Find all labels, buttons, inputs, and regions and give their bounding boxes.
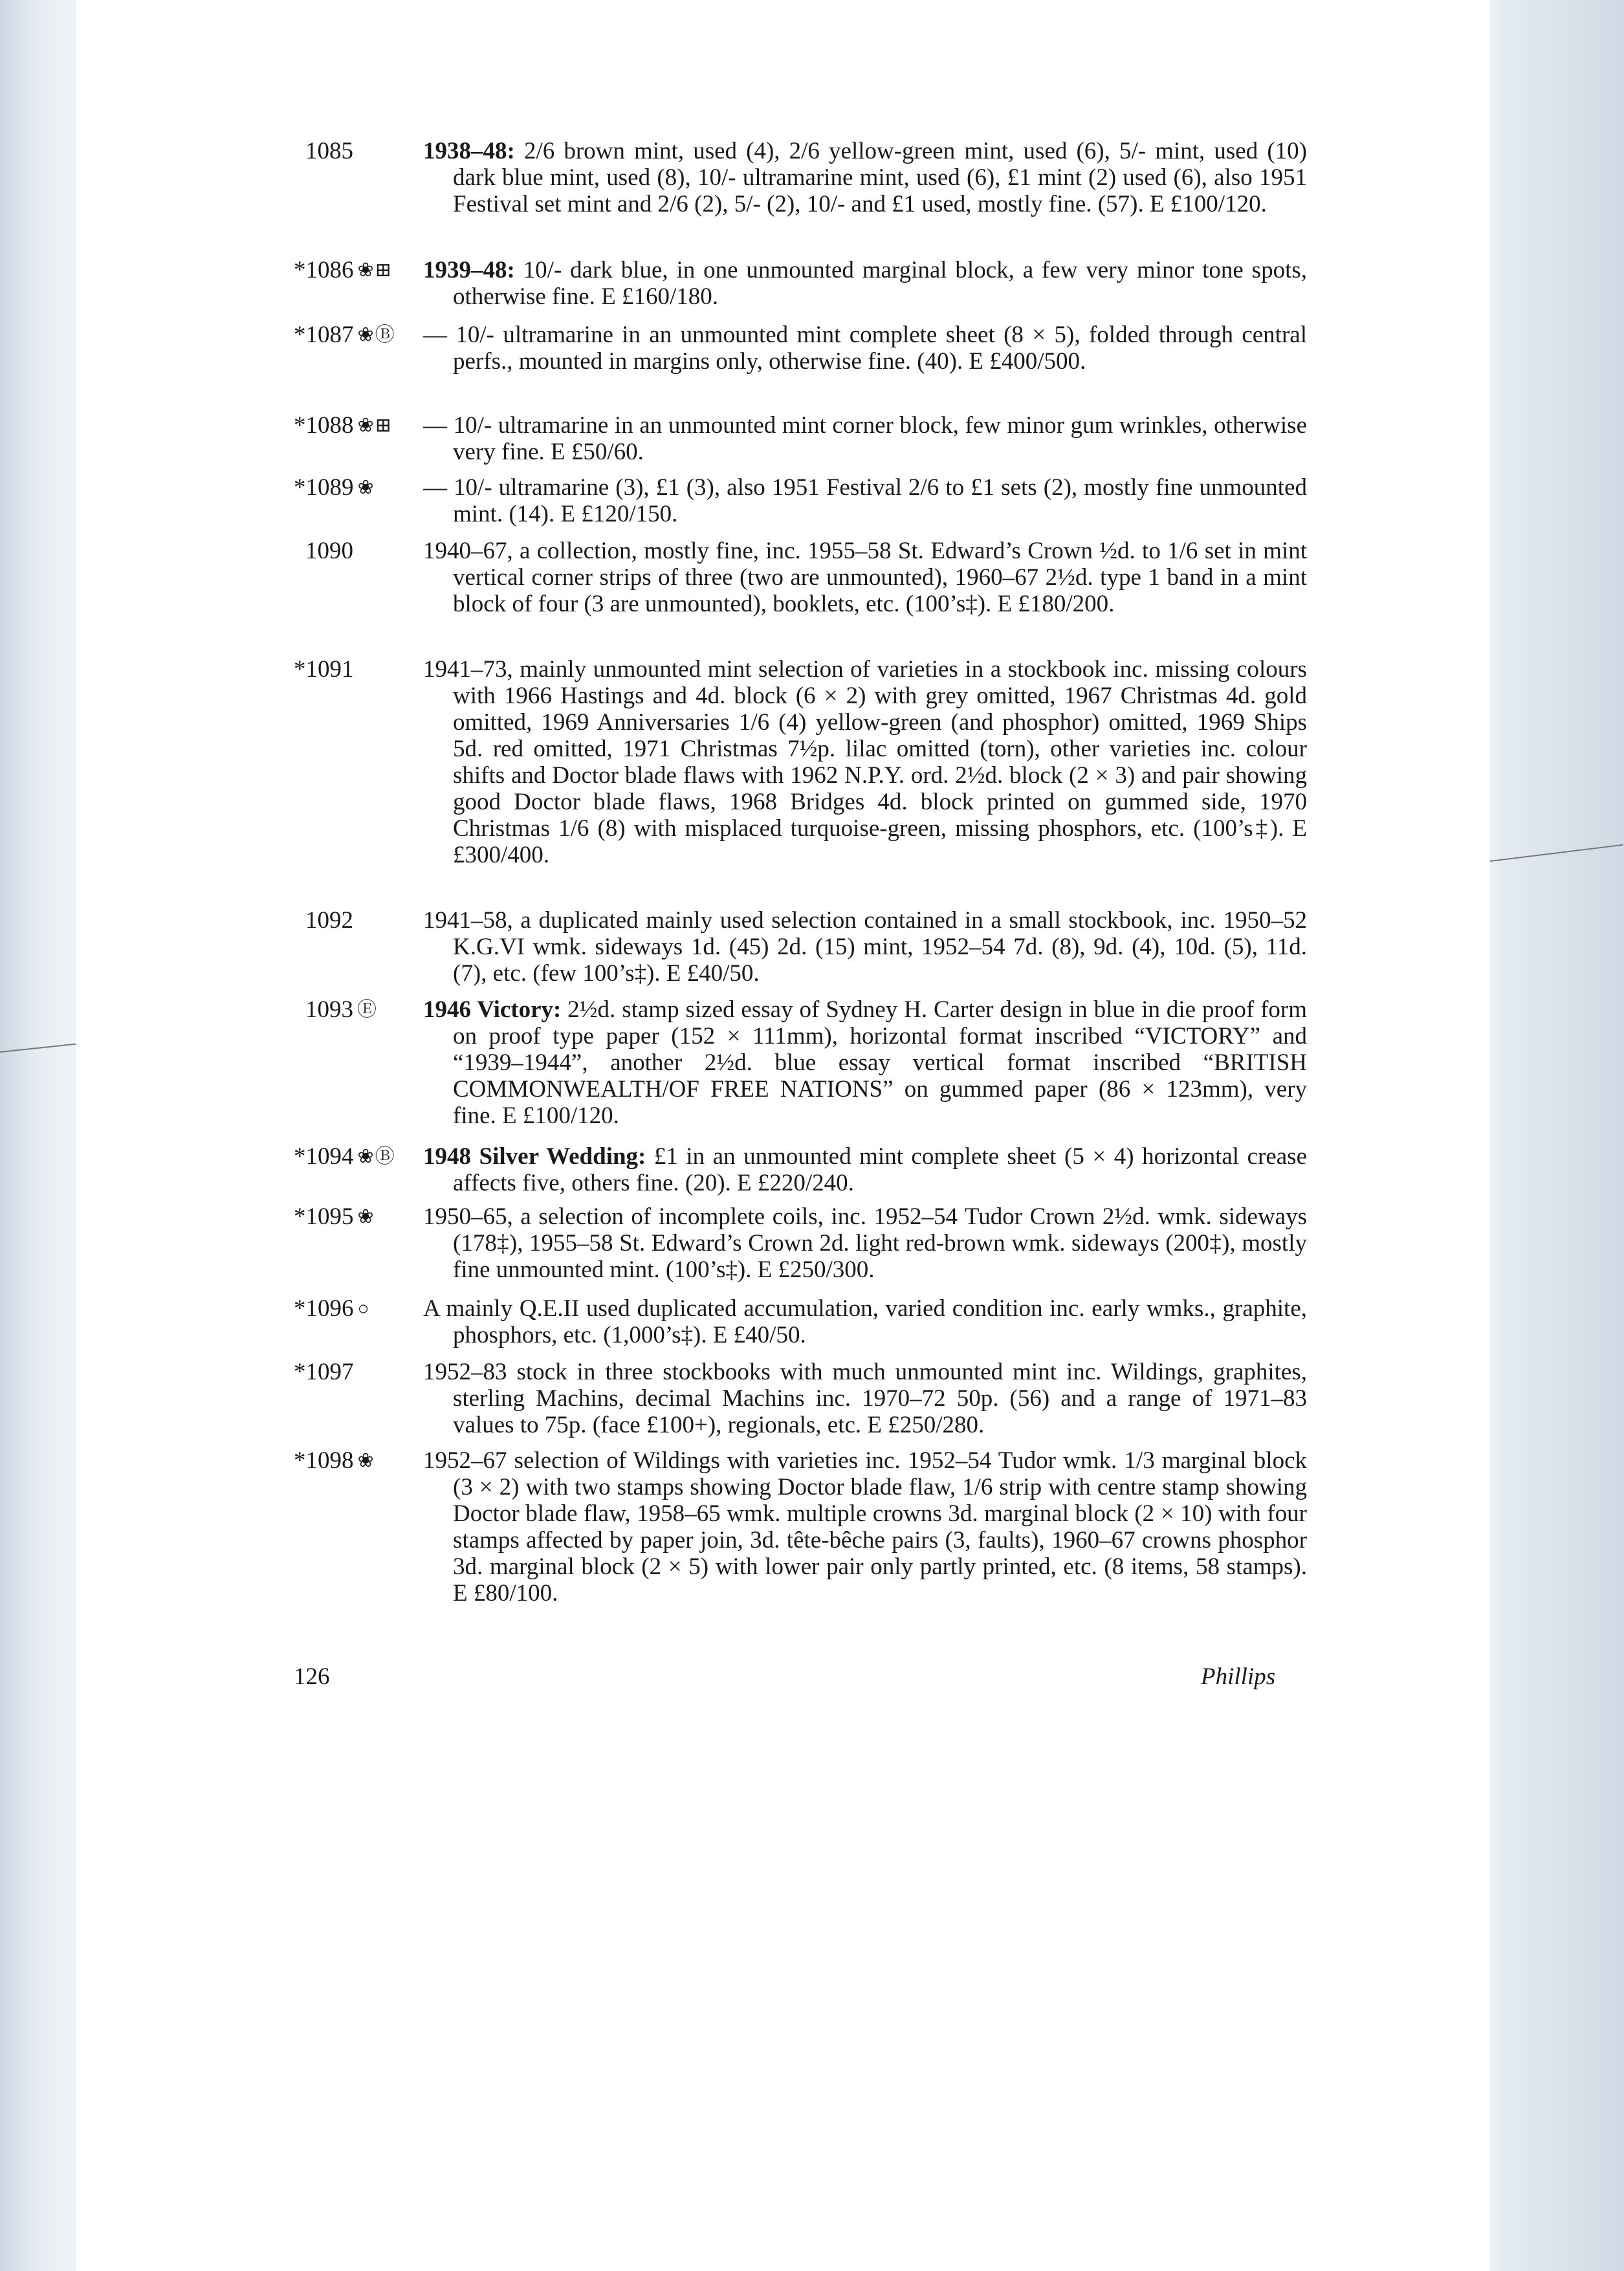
scan-artifact-line [1490,844,1623,862]
lot-number: 1085 [305,138,353,164]
lot-description [423,322,1307,375]
lot-body: — 10/- ultramarine (3), £1 (3), also 1951 Festival 2/6 to £1 sets (2), mostly fine unmounted mint. (14). E £120/150. [423,474,1307,527]
lot-number: *1094 ❀Ⓑ [294,1143,396,1170]
lot-number: 1090 [305,538,353,564]
lot-number: *1089 ❀ [294,474,375,501]
lot-description [423,656,1307,868]
lot-number: *1091 [294,656,354,683]
lot-body: A mainly Q.E.II used duplicated accumulation, varied condition inc. early wmks., graphite, phosphors, etc. (1,000’s‡). E £40/50. [423,1295,1307,1348]
lot-description [423,1359,1307,1438]
lot-number: *1088 ❀⊞ [294,412,393,439]
lot-description [423,257,1307,310]
lot-heading: 1948 Silver Wedding: [423,1143,646,1170]
lot-number: 1093 Ⓔ [305,996,378,1023]
lot-number: 1092 [305,907,353,934]
lot-heading: 1946 Victory: [423,996,562,1023]
lot-heading: 1939–48: [423,257,515,283]
lot-body: — 10/- ultramarine in an unmounted mint corner block, few minor gum wrinkles, otherwise very fine. E £50/60. [423,412,1307,465]
lot-body: 1950–65, a selection of incomplete coils, inc. 1952–54 Tudor Crown 2½d. wmk. sideways (178‡), 1955–58 St. Edward’s Crown 2d. light red-brown wmk. sideways (200‡), mostly fine unmounted mint. (100’s‡). E £250/300. [423,1203,1307,1283]
page-number: 126 [294,1663,330,1690]
lot-description [423,538,1307,617]
lot-body: 1941–58, a duplicated mainly used selection contained in a small stockbook, inc. 1950–52 K.G.VI wmk. sideways 1d. (45) 2d. (15) mint, 1952–54 7d. (8), 9d. (4), 10d. (5), 11d. (7), etc. (few 100’s‡). E £40/50. [423,907,1307,987]
lot-description [423,1447,1307,1607]
lot-description [423,138,1307,217]
lot-number: *1097 [294,1359,354,1385]
lot-symbols: ❀⊞ [357,415,393,436]
lot-body: 2/6 brown mint, used (4), 2/6 yellow-green mint, used (6), 5/- mint, used (10) dark blue mint, used (8), 10/- ultramarine mint, used (6), £1 mint (2) used (6), also 1951 Festival set mint and 2/6 (2), 5/- (2), 10/- and £1 used, mostly fine. (57). E £100/120. [453,138,1307,217]
lot-number: *1087 ❀Ⓑ [294,322,396,348]
lot-symbols: ❀⊞ [357,259,393,281]
lot-number: *1086 ❀⊞ [294,257,393,283]
lot-number: *1096 ○ [294,1295,371,1322]
publisher-name: Phillips [1201,1663,1276,1690]
lot-heading: 1938–48: [423,138,515,164]
lot-body: 1952–83 stock in three stockbooks with much unmounted mint inc. Wildings, graphites, sterling Machins, decimal Machins inc. 1970–72 50p. (56) and a range of 1971–83 values to 75p. (face £100+), regionals, etc. E £250/280. [423,1359,1307,1438]
lot-symbols: ❀Ⓑ [357,324,396,346]
lot-description [423,1143,1307,1196]
lot-symbols: ❀ [357,1450,375,1471]
lot-symbols: ❀ [357,477,375,498]
lot-symbols: ❀Ⓑ [357,1146,396,1167]
lot-symbols: ❀ [357,1206,375,1227]
lot-body: 1941–73, mainly unmounted mint selection of varieties in a stockbook inc. missing colours with 1966 Hastings and 4d. block (6 × 2) with grey omitted, 1967 Christmas 4d. gold omitted, 1969 Anniversaries 1/6 (4) yellow-green (and phosphor) omitted, 1969 Ships 5d. red omitted, 1971 Christmas 7½p. lilac omitted (torn), other varieties inc. colour shifts and Doctor blade flaws with 1962 N.P.Y. ord. 2½d. block (2 × 3) and pair showing good Doctor blade flaws, 1968 Bridges 4d. block printed on gummed side, 1970 Christmas 1/6 (8) with misplaced turquoise-green, missing phosphors, etc. (100’s‡). E £300/400. [423,656,1307,868]
lot-number: *1098 ❀ [294,1447,375,1474]
lot-number: *1095 ❀ [294,1203,375,1230]
lot-body: 1940–67, a collection, mostly fine, inc. 1955–58 St. Edward’s Crown ½d. to 1/6 set in mint vertical corner strips of three (two are unmounted), 1960–67 2½d. type 1 band in a mint block of four (3 are unmounted), booklets, etc. (100’s‡). E £180/200. [423,538,1307,617]
lot-body: — 10/- ultramarine in an unmounted mint complete sheet (8 × 5), folded through central perfs., mounted in margins only, otherwise fine. (40). E £400/500. [423,322,1307,375]
lot-body: £1 in an unmounted mint complete sheet (5 × 4) horizontal crease affects five, others fine. (20). E £220/240. [453,1143,1307,1196]
lot-description [423,1203,1307,1283]
lot-body: 2½d. stamp sized essay of Sydney H. Carter design in blue in die proof form on proof type paper (152 × 111mm), horizontal format inscribed “VICTORY” and “1939–1944”, another 2½d. blue essay vertical format inscribed “BRITISH COMMONWEALTH/OF FREE NATIONS” on gummed paper (86 × 123mm), very fine. E £100/120. [453,996,1307,1129]
lot-symbols: ○ [357,1298,371,1319]
lot-description [423,996,1307,1129]
lot-description [423,1295,1307,1348]
lot-description [423,474,1307,527]
lot-body: 10/- dark blue, in one unmounted marginal block, a few very minor tone spots, otherwise fine. E £160/180. [453,257,1307,310]
lot-description [423,907,1307,987]
lot-description [423,412,1307,465]
scan-artifact-line [0,1044,76,1053]
lot-body: 1952–67 selection of Wildings with varieties inc. 1952–54 Tudor wmk. 1/3 marginal block (3 × 2) with two stamps showing Doctor blade flaw, 1/6 strip with centre stamp showing Doctor blade flaw, 1958–65 wmk. multiple crowns 3d. marginal block (2 × 10) with four stamps affected by paper join, 3d. tête-bêche pairs (3, faults), 1960–67 crowns phosphor 3d. marginal block (2 × 5) with lower pair only partly printed, etc. (8 items, 58 stamps). E £80/100. [423,1447,1307,1607]
lot-symbols: Ⓔ [357,999,378,1020]
